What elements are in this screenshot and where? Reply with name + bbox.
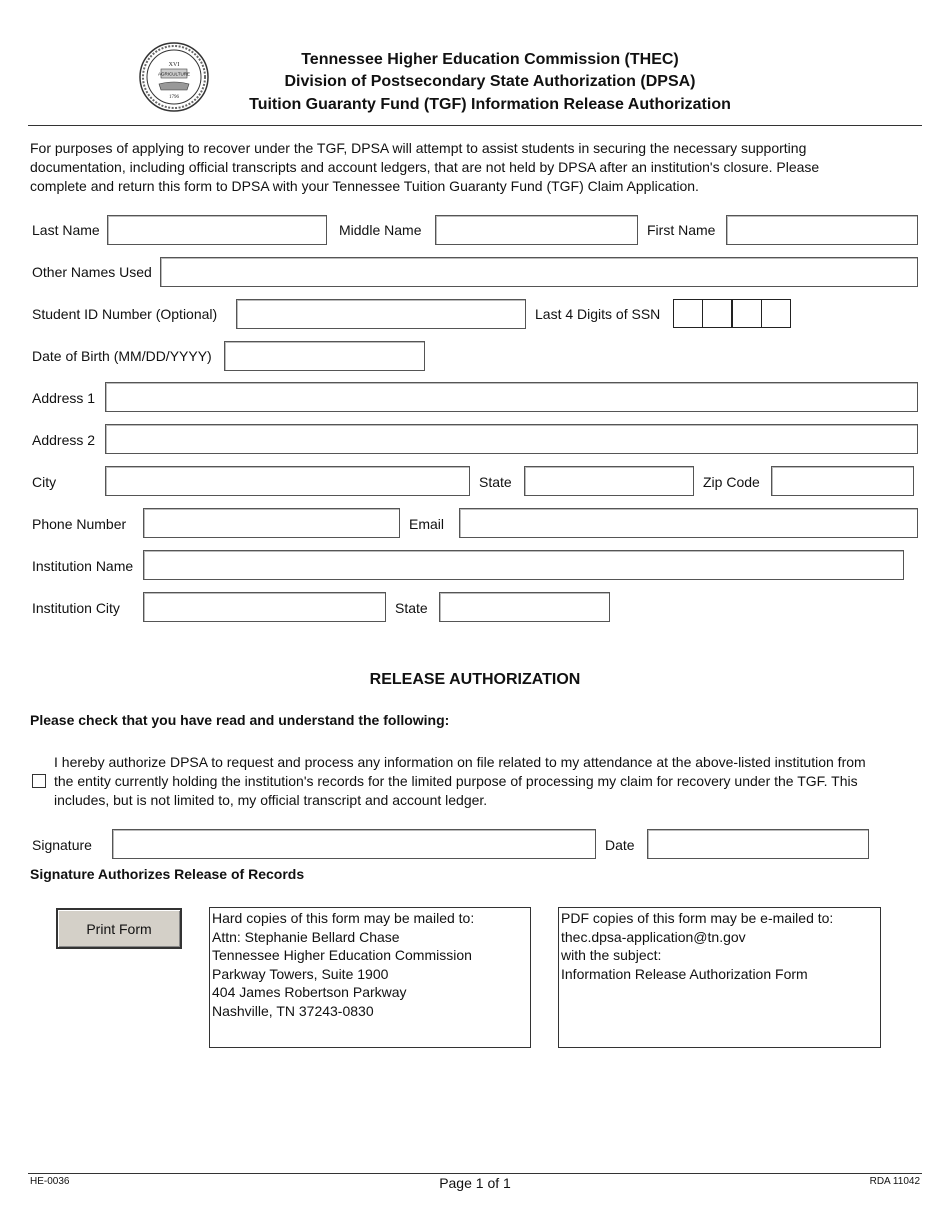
state-field[interactable]: [524, 466, 694, 496]
release-consent-checkbox[interactable]: [32, 774, 46, 788]
email-line: Information Release Authorization Form: [561, 965, 808, 982]
dob-field[interactable]: [224, 341, 425, 371]
other-names-label: Other Names Used: [32, 264, 152, 280]
mail-line: Attn: Stephanie Bellard Chase: [212, 928, 400, 945]
ssn-digit-4[interactable]: [761, 299, 791, 328]
date-field[interactable]: [647, 829, 869, 859]
header-divider: [28, 125, 922, 126]
release-text-line-3: includes, but is not limited to, my official transcript and account ledger.: [54, 792, 488, 808]
mail-line: Hard copies of this form may be mailed to:: [212, 910, 475, 926]
svg-text:1796: 1796: [169, 95, 179, 100]
zip-field[interactable]: [771, 466, 914, 496]
intro-line-2: documentation, including official transcripts and account ledgers, that are not held by DPSA after an institution's closure. Please: [30, 159, 820, 175]
last-name-label: Last Name: [32, 222, 100, 238]
page-number: Page 1 of 1: [439, 1175, 511, 1191]
ssn-digit-3[interactable]: [732, 299, 762, 328]
svg-text:AGRICULTURE: AGRICULTURE: [158, 71, 190, 77]
email-line: with the subject:: [561, 947, 662, 964]
email-line: PDF copies of this form may be e-mailed to:: [561, 910, 834, 926]
address1-field[interactable]: [105, 382, 918, 412]
release-consent-text: [54, 753, 924, 810]
institution-name-label: Institution Name: [32, 558, 134, 574]
form-number: HE-0036: [30, 1176, 70, 1187]
intro-line-3: complete and return this form to DPSA with your Tennessee Tuition Guaranty Fund (TGF) Claim Application.: [30, 178, 699, 194]
institution-name-field[interactable]: [143, 550, 904, 580]
phone-label: Phone Number: [32, 516, 127, 532]
footer-divider: [28, 1173, 922, 1174]
mail-line: Parkway Towers, Suite 1900: [212, 965, 389, 982]
email-field[interactable]: [459, 508, 918, 538]
release-heading: RELEASE AUTHORIZATION: [369, 671, 581, 688]
rda-number: RDA 11042: [869, 1176, 920, 1187]
print-form-button[interactable]: Print Form: [56, 908, 182, 949]
student-id-field[interactable]: [236, 299, 526, 329]
address1-label: Address 1: [32, 390, 96, 406]
phone-field[interactable]: [143, 508, 400, 538]
title-line-3: Tuition Guaranty Fund (TGF) Information Release Authorization: [249, 96, 731, 113]
signature-field[interactable]: [112, 829, 596, 859]
institution-city-field[interactable]: [143, 592, 386, 622]
mail-line: 404 James Robertson Parkway: [212, 984, 407, 1001]
institution-state-label: State: [395, 600, 428, 616]
email-label: Email: [409, 516, 445, 532]
address2-field[interactable]: [105, 424, 918, 454]
email-address-link[interactable]: thec.dpsa-application@tn.gov: [561, 928, 746, 945]
release-text-line-1: I hereby authorize DPSA to request and process any information on file related to my attendance at the above-listed institution from: [54, 754, 866, 770]
first-name-label: First Name: [647, 222, 716, 238]
ssn-last4-label: Last 4 Digits of SSN: [535, 306, 661, 322]
first-name-field[interactable]: [726, 215, 918, 245]
title-line-2: Division of Postsecondary State Authorization (DPSA): [284, 73, 696, 90]
institution-city-label: Institution City: [32, 600, 120, 616]
other-names-field[interactable]: [160, 257, 918, 287]
ssn-digit-1[interactable]: [673, 299, 703, 328]
zip-label: Zip Code: [703, 474, 760, 490]
release-instruction: Please check that you have read and understand the following:: [30, 712, 450, 728]
mail-line: Nashville, TN 37243-0830: [212, 1002, 374, 1019]
dob-label: Date of Birth (MM/DD/YYYY): [32, 348, 212, 364]
intro-line-1: For purposes of applying to recover under the TGF, DPSA will attempt to assist students in securing the necessary supporting: [30, 140, 807, 156]
mail-line: Tennessee Higher Education Commission: [212, 947, 472, 964]
email-instructions-box: [558, 907, 881, 1048]
middle-name-field[interactable]: [435, 215, 638, 245]
svg-text:XVI: XVI: [168, 62, 180, 68]
intro-paragraph: [30, 139, 920, 196]
student-id-label: Student ID Number (Optional): [32, 306, 218, 322]
release-text-line-2: the entity currently holding the institution's records for the limited purpose of processing my claim for recovery under the TGF. This: [54, 773, 858, 789]
city-label: City: [32, 474, 57, 490]
signature-label: Signature: [32, 837, 92, 853]
title-line-1: Tennessee Higher Education Commission (THEC): [301, 51, 679, 68]
mail-instructions-box: [209, 907, 531, 1048]
date-label: Date: [605, 837, 635, 853]
last-name-field[interactable]: [107, 215, 327, 245]
city-field[interactable]: [105, 466, 470, 496]
middle-name-label: Middle Name: [339, 222, 422, 238]
ssn-digit-2[interactable]: [702, 299, 732, 328]
address2-label: Address 2: [32, 432, 96, 448]
institution-state-field[interactable]: [439, 592, 610, 622]
state-label: State: [479, 474, 512, 490]
signature-note: Signature Authorizes Release of Records: [30, 866, 305, 882]
